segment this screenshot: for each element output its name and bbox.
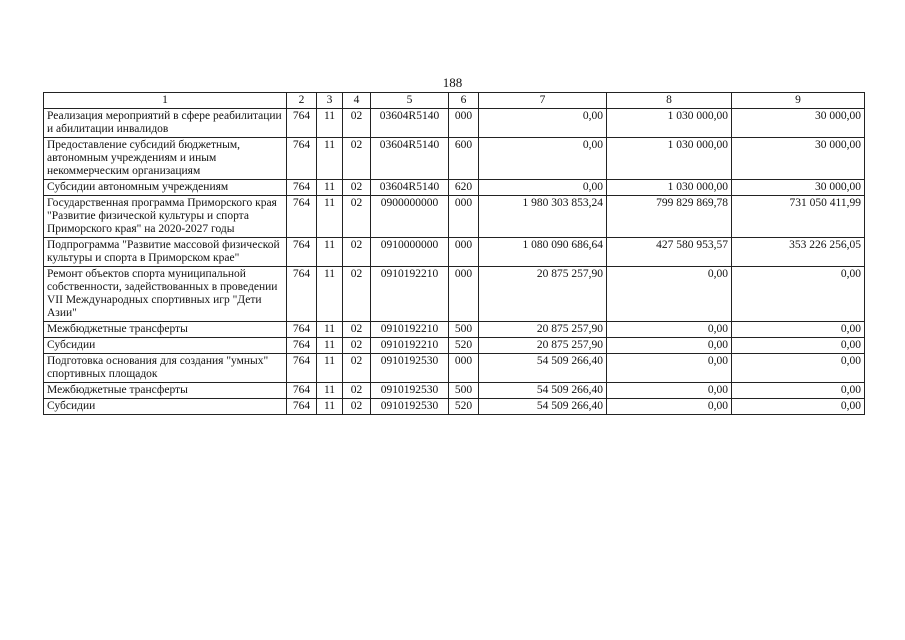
amount-col-7: 0,00 bbox=[479, 180, 607, 196]
column-header: 5 bbox=[371, 93, 449, 109]
amount-col-7: 20 875 257,90 bbox=[479, 267, 607, 322]
amount-col-8: 1 030 000,00 bbox=[607, 109, 732, 138]
table-row bbox=[44, 383, 865, 399]
amount-col-8: 799 829 869,78 bbox=[607, 196, 732, 238]
amount-col-9: 30 000,00 bbox=[732, 138, 865, 180]
amount-col-8: 0,00 bbox=[607, 383, 732, 399]
amount-col-7: 54 509 266,40 bbox=[479, 354, 607, 383]
section-code: 11 bbox=[317, 322, 343, 338]
expense-type-code: 500 bbox=[449, 383, 479, 399]
subsection-code: 02 bbox=[343, 354, 371, 383]
table-row bbox=[44, 196, 865, 238]
table-row bbox=[44, 109, 865, 138]
amount-col-9: 30 000,00 bbox=[732, 180, 865, 196]
amount-col-8: 1 030 000,00 bbox=[607, 138, 732, 180]
amount-col-9: 0,00 bbox=[732, 322, 865, 338]
ministry-code: 764 bbox=[287, 180, 317, 196]
amount-col-8: 0,00 bbox=[607, 322, 732, 338]
expense-type-code: 620 bbox=[449, 180, 479, 196]
subsection-code: 02 bbox=[343, 399, 371, 415]
section-code: 11 bbox=[317, 383, 343, 399]
table-row bbox=[44, 267, 865, 322]
ministry-code: 764 bbox=[287, 267, 317, 322]
amount-col-7: 1 080 090 686,64 bbox=[479, 238, 607, 267]
column-header: 8 bbox=[607, 93, 732, 109]
subsection-code: 02 bbox=[343, 196, 371, 238]
amount-col-7: 20 875 257,90 bbox=[479, 338, 607, 354]
amount-col-7: 0,00 bbox=[479, 138, 607, 180]
row-name: Подпрограмма "Развитие массовой физической культуры и спорта в Приморском крае" bbox=[44, 238, 287, 267]
table-row bbox=[44, 354, 865, 383]
subsection-code: 02 bbox=[343, 138, 371, 180]
ministry-code: 764 bbox=[287, 138, 317, 180]
amount-col-9: 0,00 bbox=[732, 267, 865, 322]
table-row bbox=[44, 322, 865, 338]
amount-col-8: 0,00 bbox=[607, 267, 732, 322]
expense-type-code: 000 bbox=[449, 267, 479, 322]
row-name: Предоставление субсидий бюджетным, автономным учреждениям и иным некоммерческим организациям bbox=[44, 138, 287, 180]
amount-col-7: 20 875 257,90 bbox=[479, 322, 607, 338]
amount-col-7: 54 509 266,40 bbox=[479, 383, 607, 399]
ministry-code: 764 bbox=[287, 322, 317, 338]
section-code: 11 bbox=[317, 354, 343, 383]
subsection-code: 02 bbox=[343, 109, 371, 138]
row-name: Ремонт объектов спорта муниципальной собственности, задействованных в проведении VII Международных спортивных игр "Дети Азии" bbox=[44, 267, 287, 322]
ministry-code: 764 bbox=[287, 399, 317, 415]
target-article-code: 03604R5140 bbox=[371, 109, 449, 138]
expense-type-code: 520 bbox=[449, 399, 479, 415]
ministry-code: 764 bbox=[287, 196, 317, 238]
amount-col-9: 30 000,00 bbox=[732, 109, 865, 138]
amount-col-9: 731 050 411,99 bbox=[732, 196, 865, 238]
section-code: 11 bbox=[317, 138, 343, 180]
ministry-code: 764 bbox=[287, 354, 317, 383]
section-code: 11 bbox=[317, 338, 343, 354]
amount-col-9: 353 226 256,05 bbox=[732, 238, 865, 267]
section-code: 11 bbox=[317, 196, 343, 238]
section-code: 11 bbox=[317, 399, 343, 415]
column-header: 9 bbox=[732, 93, 865, 109]
row-name: Подготовка основания для создания "умных" спортивных площадок bbox=[44, 354, 287, 383]
header-row bbox=[44, 93, 865, 109]
table-row bbox=[44, 180, 865, 196]
ministry-code: 764 bbox=[287, 238, 317, 267]
subsection-code: 02 bbox=[343, 322, 371, 338]
table-row bbox=[44, 238, 865, 267]
section-code: 11 bbox=[317, 109, 343, 138]
subsection-code: 02 bbox=[343, 238, 371, 267]
table-row bbox=[44, 338, 865, 354]
target-article-code: 0910192210 bbox=[371, 322, 449, 338]
column-header: 6 bbox=[449, 93, 479, 109]
amount-col-7: 1 980 303 853,24 bbox=[479, 196, 607, 238]
target-article-code: 0910192530 bbox=[371, 399, 449, 415]
amount-col-9: 0,00 bbox=[732, 399, 865, 415]
amount-col-9: 0,00 bbox=[732, 383, 865, 399]
amount-col-8: 427 580 953,57 bbox=[607, 238, 732, 267]
column-header: 4 bbox=[343, 93, 371, 109]
column-header: 3 bbox=[317, 93, 343, 109]
ministry-code: 764 bbox=[287, 383, 317, 399]
amount-col-9: 0,00 bbox=[732, 338, 865, 354]
amount-col-7: 0,00 bbox=[479, 109, 607, 138]
subsection-code: 02 bbox=[343, 338, 371, 354]
target-article-code: 0910000000 bbox=[371, 238, 449, 267]
row-name: Субсидии bbox=[44, 338, 287, 354]
ministry-code: 764 bbox=[287, 109, 317, 138]
section-code: 11 bbox=[317, 238, 343, 267]
subsection-code: 02 bbox=[343, 180, 371, 196]
row-name: Межбюджетные трансферты bbox=[44, 383, 287, 399]
target-article-code: 0900000000 bbox=[371, 196, 449, 238]
row-name: Реализация мероприятий в сфере реабилитации и абилитации инвалидов bbox=[44, 109, 287, 138]
target-article-code: 0910192210 bbox=[371, 338, 449, 354]
subsection-code: 02 bbox=[343, 267, 371, 322]
expense-type-code: 000 bbox=[449, 238, 479, 267]
amount-col-8: 0,00 bbox=[607, 338, 732, 354]
amount-col-8: 0,00 bbox=[607, 399, 732, 415]
table-row bbox=[44, 399, 865, 415]
target-article-code: 03604R5140 bbox=[371, 180, 449, 196]
section-code: 11 bbox=[317, 180, 343, 196]
expense-type-code: 000 bbox=[449, 354, 479, 383]
ministry-code: 764 bbox=[287, 338, 317, 354]
row-name: Государственная программа Приморского края "Развитие физической культуры и спорта Приморского края" на 2020-2027 годы bbox=[44, 196, 287, 238]
row-name: Межбюджетные трансферты bbox=[44, 322, 287, 338]
section-code: 11 bbox=[317, 267, 343, 322]
expense-type-code: 520 bbox=[449, 338, 479, 354]
expense-type-code: 000 bbox=[449, 196, 479, 238]
target-article-code: 03604R5140 bbox=[371, 138, 449, 180]
expense-type-code: 000 bbox=[449, 109, 479, 138]
target-article-code: 0910192210 bbox=[371, 267, 449, 322]
target-article-code: 0910192530 bbox=[371, 354, 449, 383]
amount-col-7: 54 509 266,40 bbox=[479, 399, 607, 415]
column-header: 7 bbox=[479, 93, 607, 109]
amount-col-9: 0,00 bbox=[732, 354, 865, 383]
table-row bbox=[44, 138, 865, 180]
budget-table bbox=[43, 92, 865, 415]
row-name: Субсидии bbox=[44, 399, 287, 415]
expense-type-code: 600 bbox=[449, 138, 479, 180]
column-header: 2 bbox=[287, 93, 317, 109]
amount-col-8: 0,00 bbox=[607, 354, 732, 383]
amount-col-8: 1 030 000,00 bbox=[607, 180, 732, 196]
column-header: 1 bbox=[44, 93, 287, 109]
page-number: 188 bbox=[442, 75, 463, 90]
target-article-code: 0910192530 bbox=[371, 383, 449, 399]
subsection-code: 02 bbox=[343, 383, 371, 399]
row-name: Субсидии автономным учреждениям bbox=[44, 180, 287, 196]
expense-type-code: 500 bbox=[449, 322, 479, 338]
